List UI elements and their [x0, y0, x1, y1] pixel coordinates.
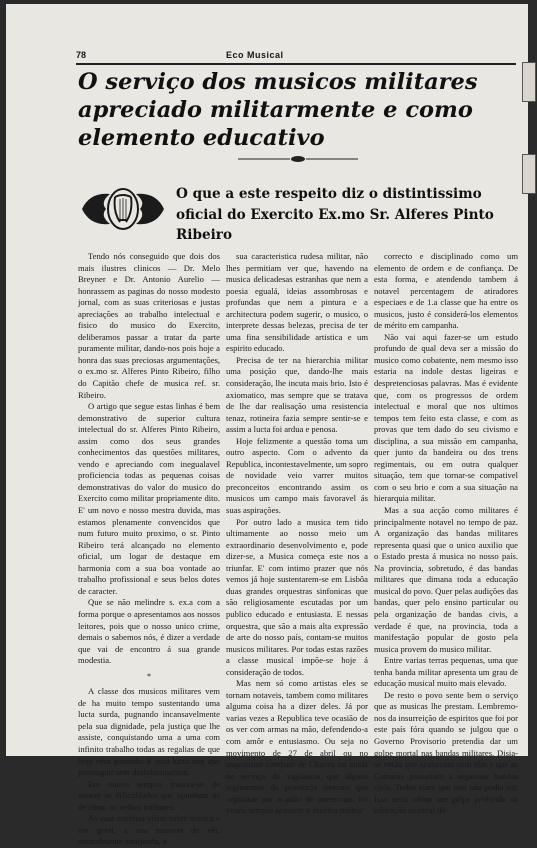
page-number: 78 [76, 50, 87, 60]
paragraph: Em outros tempos tratava-se de vencer as dificuldades que opunham os de cima, os velhos militares. [78, 778, 220, 812]
paragraph: Por outro lado a musica tem tido ultimamente ao nosso meio um extraordinario desenvolvimento e, pode dizer-se, a Musica começa este nos a triunfar. E' com intimo prazer que nós vemos já hoje sustentarem-se em Lisbôa duas grandes orquestras sinfonicas que são religiosamente escutadas por um publico educado e entusiasta. E nessas orquestra, que são a mais alta expressão de arte do nosso país, contam-se muitos musicos militares. Por todas estas razões a classe musical impõe-se hoje á consideração de todos. [226, 516, 368, 677]
paragraph: Tendo nós conseguido que dois dos mais ilustres clinicos — Dr. Melo Breyner e Dr. Antonio Aurelio — honrassem as paginas do nosso modesto jornal, com as suas criteriosas e justas apreciações ao trabalho intelectual e fisico do musico do Exercito, deliberamos passar a tratar da parte puramente militar, dando-nos pois hoje a honra das suas preciosas argumentações, o ex.mo sr. Alferes Pinto Ribeiro, filho do Capitão chefe de musica ref. sr. Ribeiro. [78, 251, 220, 400]
article-subtitle: O que a este respeito diz o distintissimo oficial do Exercito Ex.mo Sr. Alferes Pinto Ribeiro [176, 186, 494, 243]
magazine-page [6, 4, 528, 847]
paragraph: sua caracteristica rudesa militar, não lhes permitiam ver que, havendo na musica delicadesas estranhas que nem a poesia egualá, ideias assombrosas e profundas que nem a pintura e a architectura podem sugerir, o musico, o interprete dessas belezas, precisa de ter uma fina sensibilidade artistica e um espirito educado. [226, 251, 368, 354]
paragraph: De resto o povo sente bem o serviço que as musicas lhe prestam. Lembremo-nos da insurreição de espiritos que foi por este país fóra quando se julgou que o Governo Provisorio pretendia dar um golpe mortal nas bandas militares. Disia-se então que acabavam com elas e que as Camaras passariam a organisar bandas civis. Todos viam que isso não podia ser. Isso seria vibrar um golpe profundo na educação musical do [374, 689, 518, 816]
paragraph: Que se não melindre s. ex.a com a forma porque o apresentamos aos nossos leitores, pois que o nosso unico crime, demais o sabemos nós, é dizer a verdade que vai de encontro á sua grande modestia. [78, 597, 220, 666]
text-column-3 [374, 251, 518, 816]
section-separator: * [146, 670, 152, 681]
magazine-name: Eco Musical [226, 50, 284, 60]
paragraph: As suas estreitas vistas sobre musica e em geral, a sua maneira de vêr, naturalmente antiquada, a [78, 813, 220, 847]
article-title: O serviço dos musicos militares apreciado militarmente e como elemento educativo [78, 69, 478, 151]
ornament-divider [238, 155, 358, 163]
paragraph: Entre varias terras pequenas, uma que tenha banda militar apresenta um grau de educação musical muito mais elevado. [374, 655, 518, 689]
text-column-1 [78, 251, 220, 847]
lyre-emblem-icon [80, 184, 166, 234]
paragraph: Mas nem só como artistas eles se tornam notaveis, tambem como militares alguma coisa ha a dizer deles. Já por varias vezes a Republica teve ocasião de os ver com armas na mão, defendendo-a com amôr e entusiasmo. Ou seja no movimento de 27 de abril ou no angustioso combate de Chaves ou ainda no serviço de vigilancia que alguns regimentos da provincia tiveram que organisar por ocasião de intentonas, foi venos sempre aparecer o musico militar [226, 678, 368, 816]
page-tab-marker [522, 62, 536, 102]
paragraph: Hoje felizmente a questão toma um outro aspecto. Com o advento da Republica, incontestavelmente, um sopro de novidade veio varrer muitos preconceitos encontrando assim os musicos um campo mais favoravel ás suas aspirações. [226, 435, 368, 516]
paragraph: Precisa de ter na hierarchia militar uma posição que, dando-lhe mais consideração, lhe incuta mais brio. Isto é axiomatico, mas sempre que se tratava de lhe dar realisação uma resistencia tenaz, rotineira fazia sempre sentir-se e assim a lucta foi ardua e penosa. [226, 354, 368, 435]
paragraph: Não vai aqui fazer-se um estudo profundo de qual deva ser a missão do musico como cobatente, nem mesmo isso estaria na indole destas ligeiras e despretenciosas palavras. Mas é evidente que, com os progressos de ordem intelectual e moral que nos ultimos tempos tem feito esta classe, e com as provas que tem dado do seu civismo e disciplina, a sua missão em campanha, quer junto da bandeira ou dos trens regimentais, ou em outra qualquer situação, tem que tornar-se compativel com o seu brio e com a sua situação na hierarquia militar. [374, 331, 518, 504]
paragraph: correcto e disciplinado como um elemento de ordem e de confiança. De esta forma, e atendendo tambem á notavel percentagem de atiradores especiaes e de 1.a classe que ha entre os musicos, justo é considerá-los elementos de mérito em campanha. [374, 251, 518, 331]
header-rule [76, 63, 516, 65]
paragraph: Mas a sua acção como militares é principalmente notavel no tempo de paz. A organização das bandas militares representa quasi que o unico auxilio que o Estado presta á musica no nosso país. Na provincia, sobretudo, é das bandas militares que dimana toda a educação musical do povo. Quer pelas audições das bandas, quer pelo ensino particular ou pela organização de bandas civis, a verdade é que, na provincia, toda a manifestação popular de gosto pela musica provem do musico militar. [374, 505, 518, 654]
paragraph: O artigo que segue estas linhas é bem demonstrativo de superior cultura intelectual do sr. Alferes Pinto Ribeiro, assim como dos seus grandes conhecimentos das questões militares, vendo e apreciando com inegualavel proficiencia todas as pequenas coisas demonstrativas do valor do musico do Exercito como militar propriamente dito. E' um novo e nosso mestra duvida, mas estamos plenamente convencidos que num futuro muito proximo, o sr. Pinto Ribeiro terá alcançado no elemento oficial, um logar de destaque em harmonia com a sua boa vontade ao trabalho profissional e seus belos dotes de caracter. [78, 401, 220, 596]
paragraph: A classe dos musicos militares vem de ha muito tempo sustentando uma lucta surda, pugnando incansavelmente pela sua dignidade, pela justiça que lhe assiste, conquistando uma a uma com infinito trabalho todas as regalias de que hoje vêm gosando. E essa lucta tem que prosseguir sem desfalecimentos. [78, 686, 220, 778]
text-column-2 [226, 251, 368, 816]
